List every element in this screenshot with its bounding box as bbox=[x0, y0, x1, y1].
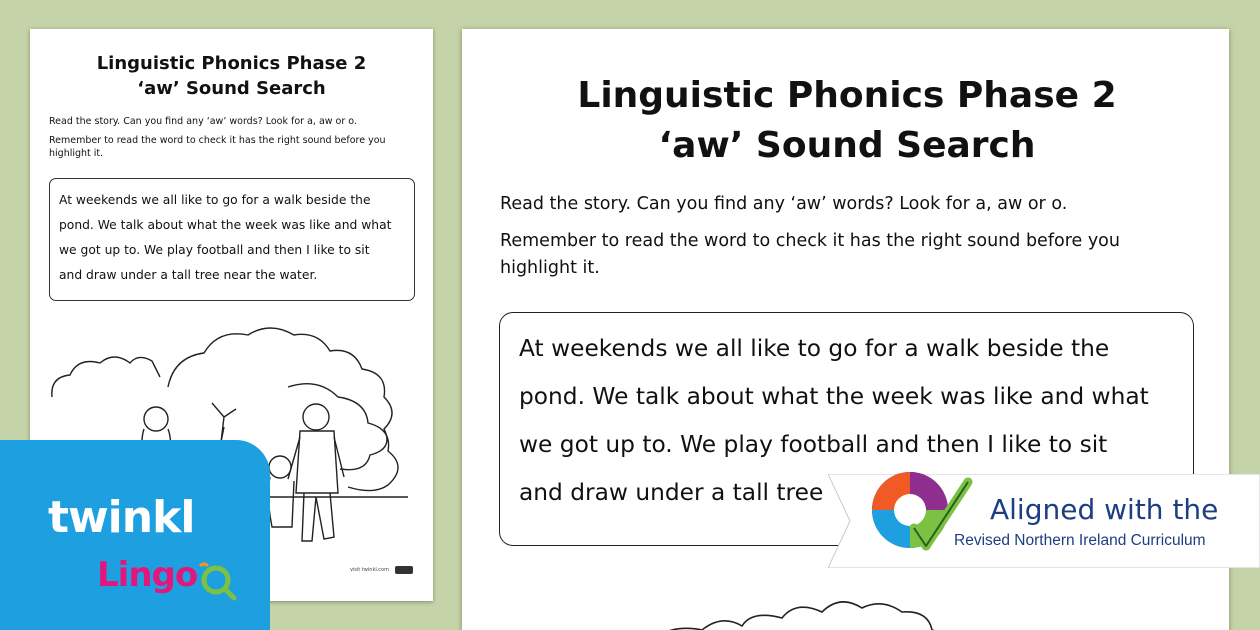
instruction-2: Remember to read the word to check it has the right sound before you highlight it. bbox=[500, 231, 1120, 278]
thumbnail-story-line: we got up to. We play football and then I like to sit bbox=[59, 243, 370, 257]
thumbnail-footer: visit twinkl.com bbox=[349, 567, 389, 573]
magnifier-icon bbox=[196, 560, 240, 604]
twinkl-mini-logo bbox=[395, 566, 413, 574]
tree-outline bbox=[582, 574, 1002, 630]
thumbnail-instruction-2: Remember to read the word to check it has the right sound before you highlight it. bbox=[49, 135, 386, 159]
lingo-logo-text: Lingo bbox=[97, 555, 198, 595]
banner-heading: Aligned with the bbox=[990, 493, 1219, 526]
story-line: At weekends we all like to go for a walk beside the bbox=[519, 335, 1110, 362]
page-title bbox=[562, 71, 1132, 171]
story-line: we got up to. We play football and then I like to sit bbox=[519, 431, 1108, 458]
thumbnail-title bbox=[30, 51, 433, 101]
thumbnail-title-line1: Linguistic Phonics Phase 2 bbox=[96, 53, 367, 74]
banner-subheading: Revised Northern Ireland Curriculum bbox=[954, 532, 1206, 549]
page-title-line2: ‘aw’ Sound Search bbox=[658, 125, 1036, 166]
twinkl-logo-text: twinkl bbox=[48, 492, 195, 543]
twinkl-lingo-badge bbox=[0, 440, 270, 630]
thumbnail-title-line2: ‘aw’ Sound Search bbox=[137, 78, 326, 99]
story-line: pond. We talk about what the week was like and what bbox=[519, 383, 1149, 410]
thumbnail-story-line: and draw under a tall tree near the water. bbox=[59, 268, 318, 282]
thumbnail-story-box bbox=[49, 178, 415, 301]
instruction-1: Read the story. Can you find any ‘aw’ words? Look for a, aw or o. bbox=[500, 194, 1068, 214]
thumbnail-instruction-1: Read the story. Can you find any ‘aw’ words? Look for a, aw or o. bbox=[49, 116, 357, 127]
thumbnail-story-line: At weekends we all like to go for a walk beside the bbox=[59, 193, 371, 207]
story-line: and draw under a tall tree bbox=[519, 479, 824, 506]
thumbnail-story-line: pond. We talk about what the week was like and what bbox=[59, 218, 392, 232]
page-title-line1: Linguistic Phonics Phase 2 bbox=[577, 75, 1117, 116]
